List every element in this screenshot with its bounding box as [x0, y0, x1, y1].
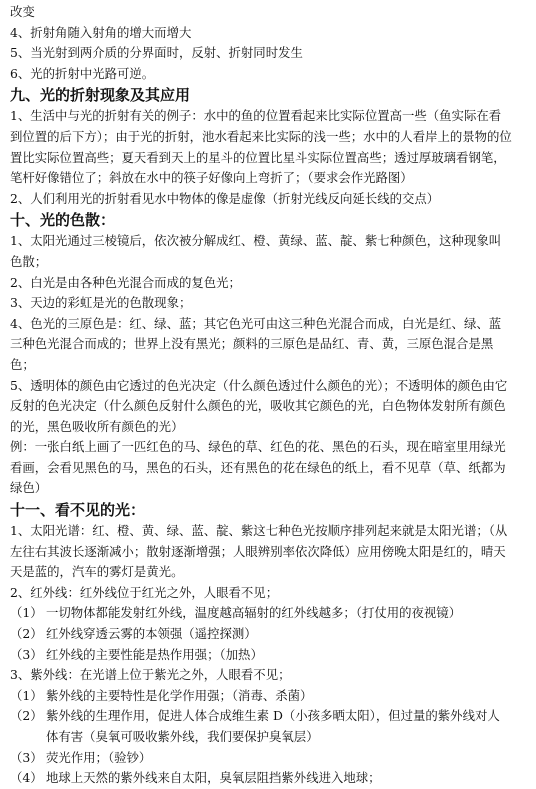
list-text: 一切物体都能发射红外线，温度越高辐射的红外线越多；（打仗用的夜视镜）: [46, 605, 462, 621]
list-text: 荧光作用；（验钞）: [46, 749, 152, 765]
list-item: [10, 603, 512, 624]
list-number: （1）: [10, 687, 43, 703]
list-item: [10, 706, 512, 747]
paragraph: 2、红外线：红外线位于红光之外，人眼看不见；: [10, 584, 279, 600]
list-number: （2）: [10, 626, 43, 642]
paragraph: 2、白光是由各种色光混合而成的复色光；: [10, 274, 241, 290]
list-item: [10, 645, 512, 666]
paragraph: 1、太阳光通过三棱镜后，依次被分解成红、橙、黄绿、蓝、靛、紫七种颜色，这种现象叫色散；: [10, 233, 502, 269]
paragraph: 4、色光的三原色是：红、绿、蓝；其它色光可由这三种色光混合而成，白光是红、绿、蓝三种色光混合而成的；世界上没有黑光；颜料的三原色是品红、青、黄，三原色混合是黑色；: [10, 315, 502, 372]
list-text: 红外线穿透云雾的本领强（遥控探测）: [46, 626, 257, 642]
list-text: 紫外线的生理作用，促进人体合成维生素 D（小孩多晒太阳），但过量的紫外线对人体有害（臭氧可吸收紫外线，我们要保护臭氧层）: [46, 708, 500, 744]
list-number: （3）: [10, 646, 43, 662]
list-text: 紫外线的主要特性是化学作用强；（消毒、杀菌）: [46, 687, 313, 703]
section-heading: 十、光的色散：: [10, 211, 116, 230]
example-paragraph: 例：一张白纸上画了一匹红色的马、绿色的草、红色的花、黑色的石头，现在暗室里用绿光看画，会看见黑色的马，黑色的石头，还有黑色的花在绿色的纸上，看不见草（草、纸都为绿色）: [10, 439, 506, 496]
section-heading: 十一、看不见的光：: [10, 501, 146, 520]
list-item: [10, 624, 512, 645]
list-number: （2）: [10, 708, 43, 724]
text-line: 5、当光射到两介质的分界面时，反射、折射同时发生: [10, 45, 303, 61]
list-item: [10, 768, 512, 789]
list-text: 红外线的主要性能是热作用强；（加热）: [46, 646, 263, 662]
list-number: （1）: [10, 605, 43, 621]
paragraph: 3、天边的彩虹是光的色散现象；: [10, 295, 192, 311]
list-item: [10, 686, 512, 707]
text-line: 改变: [10, 4, 35, 19]
paragraph: 1、太阳光谱：红、橙、黄、绿、蓝、靛、紫这七种色光按顺序排列起来就是太阳光谱；（从左往右其波长逐渐减小；散射逐渐增强；人眼辨别率依次降低）应用傍晚太阳是红的，晴天天是蓝的，汽车的雾灯是黄光。: [10, 523, 508, 580]
list-text: 地球上天然的紫外线来自太阳，臭氧层阻挡紫外线进入地球；: [46, 770, 381, 786]
section-heading: 九、光的折射现象及其应用: [10, 86, 191, 105]
paragraph: 5、透明体的颜色由它透过的色光决定（什么颜色透过什么颜色的光）；不透明体的颜色由它反射的色光决定（什么颜色反射什么颜色的光，吸收其它颜色的光，白色物体发射所有颜色的光，黑色吸收所有颜色的光）: [10, 377, 508, 434]
list-number: （4）: [10, 770, 43, 786]
text-line: 4、折射角随入射角的增大而增大: [10, 24, 192, 40]
paragraph: 3、紫外线：在光谱上位于紫光之外，人眼看不见；: [10, 667, 291, 683]
text-line: 6、光的折射中光路可逆。: [10, 65, 155, 81]
paragraph: 2、人们利用光的折射看见水中物体的像是虚像（折射光线反向延长线的交点）: [10, 190, 440, 206]
list-number: （3）: [10, 749, 43, 765]
list-item: [10, 748, 512, 769]
paragraph: 1、生活中与光的折射有关的例子：水中的鱼的位置看起来比实际位置高一些（鱼实际在看到位置的后下方）；由于光的折射，池水看起来比实际的浅一些；水中的人看岸上的景物的位置比实际位置高些；夏天看到天上的星斗的位置比星斗实际位置高些；透过厚玻璃看钢笔，笔杆好像错位了；斜放在水中的筷子好像向上弯折了；（要求会作光路图）: [10, 108, 512, 186]
